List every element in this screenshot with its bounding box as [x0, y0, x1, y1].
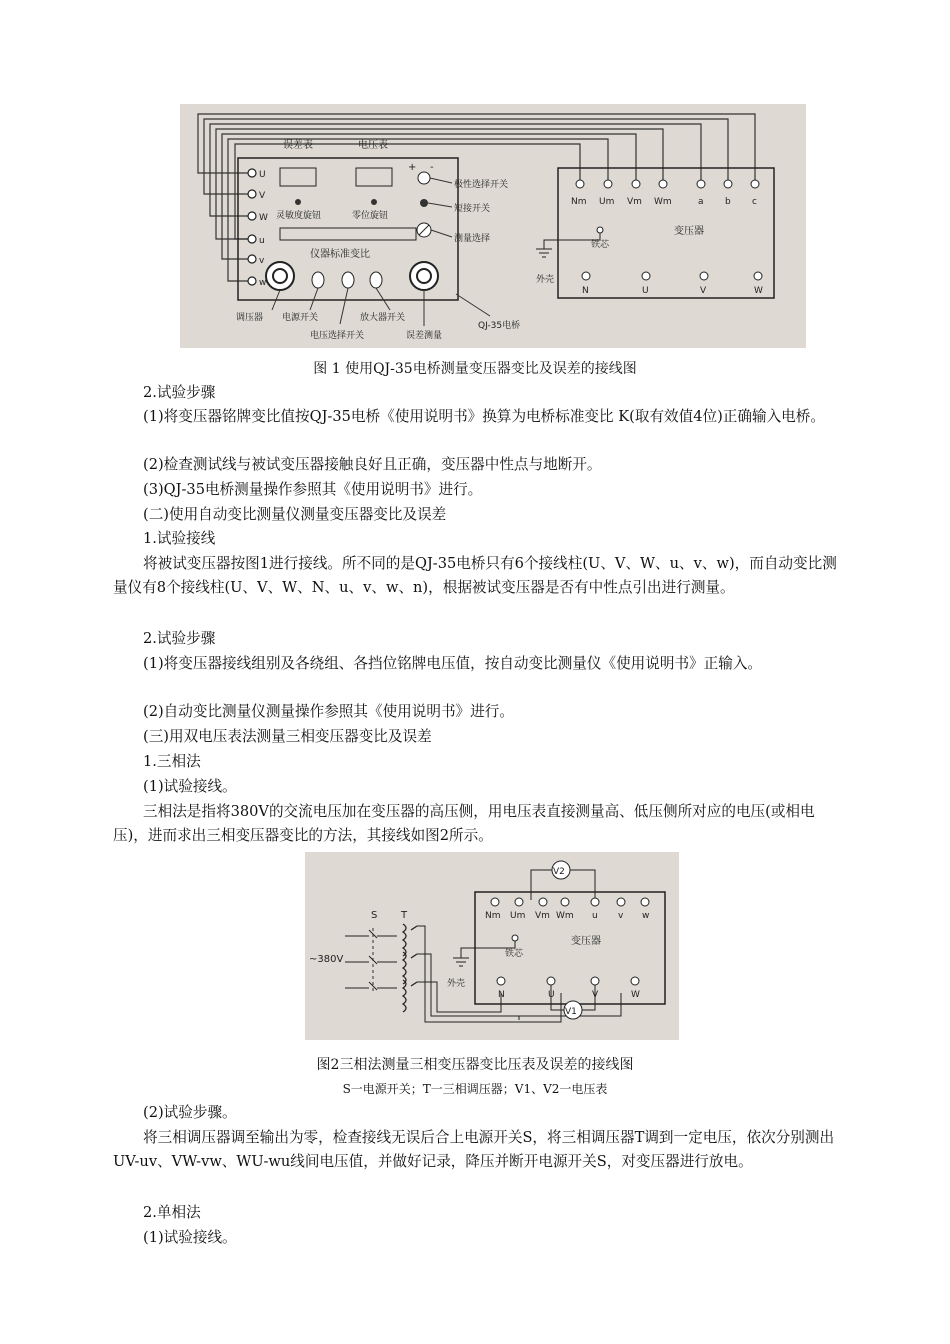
figure-2-wiring-diagram	[305, 852, 679, 1040]
regulator-label: 调压器	[236, 313, 264, 323]
figure-2-svg	[305, 852, 679, 1040]
s1-step-2: (2)检查测试线与被试变压器接触良好且正确，变压器中性点与地断开。	[143, 456, 602, 473]
zero-knob-icon	[371, 199, 377, 205]
tx-bottom-V: V	[700, 286, 707, 296]
figure-1-wiring-diagram	[180, 104, 806, 348]
core-terminal-icon	[597, 227, 603, 233]
supply-wires	[345, 936, 397, 988]
terminal-label-v: v	[259, 256, 265, 266]
terminal-label-W: W	[259, 213, 268, 223]
f2-core-label: 铁芯	[505, 949, 524, 959]
s3-title: (三)用双电压表法测量三相变压器变比及误差	[143, 728, 432, 745]
f2-bottom-terminals	[497, 977, 639, 985]
s2-step-1: (1)将变压器接线组别及各绕组、各挡位铭牌电压值，按自动变比测量仪《使用说明书》正输入。	[143, 655, 763, 672]
tx-terminal-a: a	[698, 197, 704, 207]
measure-select-label: 测量选择	[454, 234, 491, 244]
f2-terminal-Wm: Wm	[556, 911, 574, 921]
tx-terminal-Wm: Wm	[654, 197, 672, 207]
core-label: 铁芯	[591, 240, 610, 250]
error-measure-knob-icon	[410, 262, 438, 290]
s4-step-title: (2)试验步骤。	[143, 1104, 237, 1121]
f2-terminal-Vm: Vm	[535, 911, 550, 921]
f2-bottom-V: V	[592, 990, 599, 1000]
s1-step-1: (1)将变压器铭牌变比值按QJ-35电桥《使用说明书》换算为电桥标准变比 K(取有效值4位)正确输入电桥。	[143, 408, 825, 425]
s2-title: (二)使用自动变比测量仪测量变压器变比及误差	[143, 506, 447, 523]
f2-bottom-U: U	[548, 990, 555, 1000]
v1-label: V1	[565, 1007, 577, 1017]
s2-wiring-title: 1.试验接线	[143, 530, 216, 547]
tx-terminal-Vm: Vm	[627, 197, 642, 207]
figure-2-legend: S一电源开关；T一三相调压器；V1、V2一电压表	[342, 1082, 608, 1096]
short-switch-label: 短接开关	[454, 204, 491, 214]
std-ratio-label: 仪器标准变比	[310, 249, 370, 260]
amp-switch-label: 放大器开关	[360, 313, 406, 323]
figure-1-svg	[180, 104, 806, 348]
supply-label: ~380V	[309, 954, 344, 965]
s3-sub1: 1.三相法	[143, 753, 201, 770]
transformer-box	[558, 168, 774, 298]
bridge-terminals	[248, 169, 256, 285]
s4-wiring-title: (1)试验接线。	[143, 1229, 237, 1246]
f2-top-terminals	[491, 898, 649, 906]
zero-knob-label: 零位旋钮	[352, 211, 389, 221]
f2-terminal-v: v	[618, 911, 624, 921]
f2-shell-label: 外壳	[447, 979, 466, 989]
s3-wiring-text: 三相法是指将380V的交流电压加在变压器的高压侧，用电压表直接测量高、低压侧所对应的电压(或相电压)，进而求出三相变压器变比的方法，其接线如图2所示。	[113, 803, 815, 844]
f2-terminal-w: w	[642, 911, 650, 921]
s1-step-3: (3)QJ-35电桥测量操作参照其《使用说明书》进行。	[143, 481, 483, 498]
regulator-knob-icon	[266, 262, 294, 290]
f2-core-terminal-icon	[512, 935, 518, 941]
polarity-switch-label: 极性选择开关	[454, 180, 509, 190]
tx-terminal-c: c	[752, 197, 757, 207]
sensitivity-knob-icon	[295, 199, 301, 205]
terminal-label-w: w	[259, 278, 267, 288]
tx-terminal-b: b	[725, 197, 731, 207]
tx-terminal-Um: Um	[599, 197, 615, 207]
error-meter-display	[280, 168, 316, 186]
figure-1-caption: 图 1 使用QJ-35电桥测量变压器变比及误差的接线图	[313, 361, 637, 377]
terminal-label-u: u	[259, 236, 265, 246]
figure-1-leader-lines	[428, 178, 452, 237]
voltmeter-display	[356, 168, 392, 186]
tx-bottom-W: W	[754, 286, 763, 296]
voltmeter-label: 电压表	[358, 140, 388, 151]
tx-bottom-N: N	[582, 286, 589, 296]
s2-wiring-text: 将被试变压器按图1进行接线。所不同的是QJ-35电桥只有6个接线柱(U、V、W、u、v、w)，而自动变比测量仪有8个接线柱(U、V、W、N、u、v、w、n)，根据被试变压器是否有中性点引出进行测量。	[113, 555, 837, 596]
s4-step-text: 将三相调压器调至输出为零，检查接线无误后合上电源开关S，将三相调压器T调到一定电压，依次分别测出UV-uv、VW-vw、WU-wu线间电压值，并做好记录，降压并断开电源开关S，对变压器进行放电。	[113, 1129, 835, 1170]
f2-bottom-N: N	[498, 990, 505, 1000]
terminal-label-U: U	[259, 170, 266, 180]
f2-terminal-Um: Um	[510, 911, 526, 921]
tx-terminal-Nm: Nm	[571, 197, 587, 207]
f2-terminal-u: u	[592, 911, 598, 921]
transformer-top-terminals	[576, 180, 759, 188]
tx-bottom-U: U	[642, 286, 649, 296]
f2-ground-icon	[453, 958, 469, 966]
sensitivity-knob-label: 灵敏度旋钮	[276, 211, 322, 221]
s2-step-title: 2.试验步骤	[143, 630, 216, 647]
s-label: S	[371, 910, 378, 921]
power-switch-label: 电源开关	[282, 313, 319, 323]
terminal-label-V: V	[259, 191, 266, 201]
figure-2-caption: 图2三相法测量三相变压器变比压表及误差的接线图	[316, 1057, 634, 1073]
transformer-bottom-terminals	[582, 272, 762, 280]
f2-transformer-label: 变压器	[571, 936, 601, 947]
short-switch-icon	[420, 199, 428, 207]
v2-label: V2	[553, 867, 565, 877]
t-label: T	[401, 910, 408, 921]
transformer-label: 变压器	[674, 226, 704, 237]
s2-step-2: (2)自动变比测量仪测量操作参照其《使用说明书》进行。	[143, 703, 514, 720]
std-ratio-display	[280, 228, 416, 240]
plus-label: +	[408, 162, 417, 173]
panel-small-switches	[312, 272, 382, 288]
ground-icon	[536, 249, 552, 257]
error-measure-label: 误差测量	[406, 331, 443, 341]
s3-wiring-title: (1)试验接线。	[143, 778, 237, 795]
minus-label: -	[430, 162, 434, 173]
voltage-select-label: 电压选择开关	[310, 331, 365, 341]
regulator-coils-icon	[403, 924, 417, 1012]
f2-terminal-Nm: Nm	[485, 911, 501, 921]
error-meter-label: 误差表	[283, 140, 313, 151]
shell-label: 外壳	[536, 275, 555, 285]
bridge-model-label: QJ-35电桥	[478, 321, 521, 331]
s4-sub2: 2.单相法	[143, 1204, 201, 1221]
f2-bottom-W: W	[631, 990, 640, 1000]
s1-step-title: 2.试验步骤	[143, 384, 216, 401]
polarity-switch-icon	[418, 172, 430, 184]
